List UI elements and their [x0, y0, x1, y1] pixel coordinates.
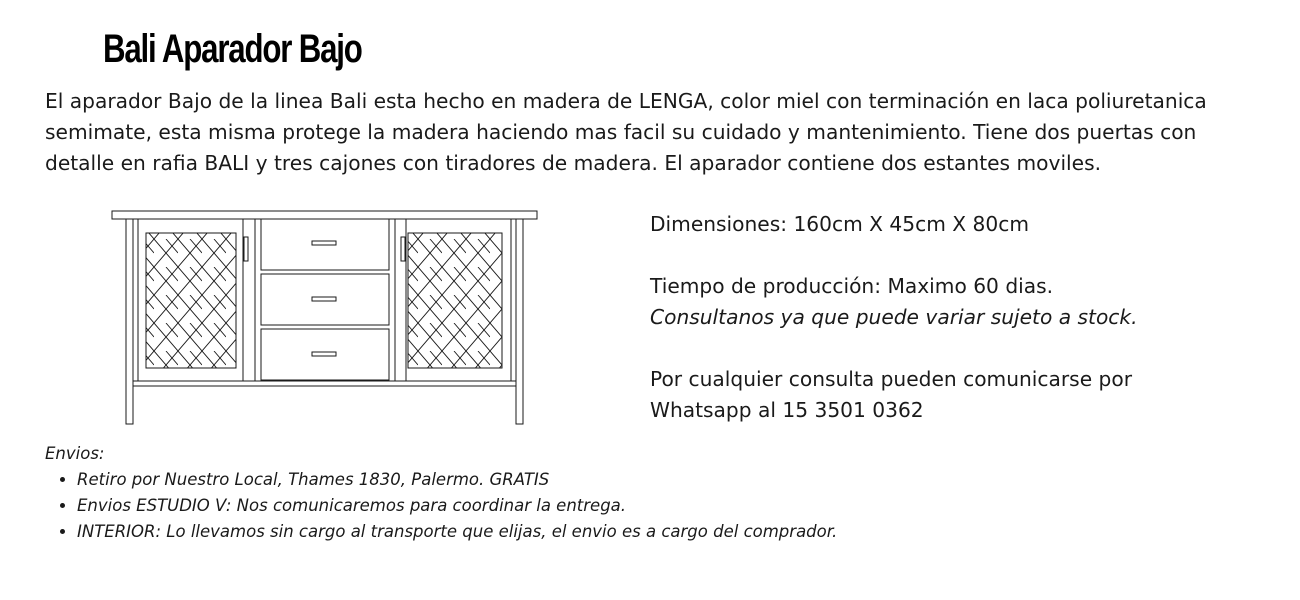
contact-text-line1: Por cualquier consulta pueden comunicarse por	[650, 367, 1132, 391]
product-title: Bali Aparador Bajo	[103, 27, 362, 71]
shipping-section	[45, 441, 1245, 545]
shipping-list	[45, 467, 1245, 545]
production-time-text: Tiempo de producción: Maximo 60 dias.	[650, 274, 1054, 298]
dimensions-text: Dimensiones: 160cm X 45cm X 80cm	[650, 212, 1029, 236]
contact-text-line2: Whatsapp al 15 3501 0362	[650, 398, 924, 422]
shipping-heading: Envios:	[45, 444, 105, 463]
shipping-option-pickup: • Retiro por Nuestro Local, Thames 1830, Palermo. GRATIS	[77, 467, 1245, 493]
sideboard-drawing	[105, 203, 545, 429]
stock-note: Consultanos ya que puede variar sujeto a stock.	[650, 305, 1138, 329]
product-description: El aparador Bajo de la linea Bali esta hecho en madera de LENGA, color miel con terminación en laca poliuretanica semimate, esta misma protege la madera haciendo mas facil su cuidado y mantenimiento. Tiene dos puertas con detalle en rafia BALI y tres cajones con tiradores de madera. El aparador contiene dos estantes moviles.	[45, 89, 1207, 175]
shipping-option-estudio: • Envios ESTUDIO V: Nos comunicaremos para coordinar la entrega.	[77, 493, 1245, 519]
product-specs	[650, 209, 1270, 426]
shipping-option-interior: • INTERIOR: Lo llevamos sin cargo al transporte que elijas, el envio es a cargo del comprador.	[77, 519, 1245, 545]
